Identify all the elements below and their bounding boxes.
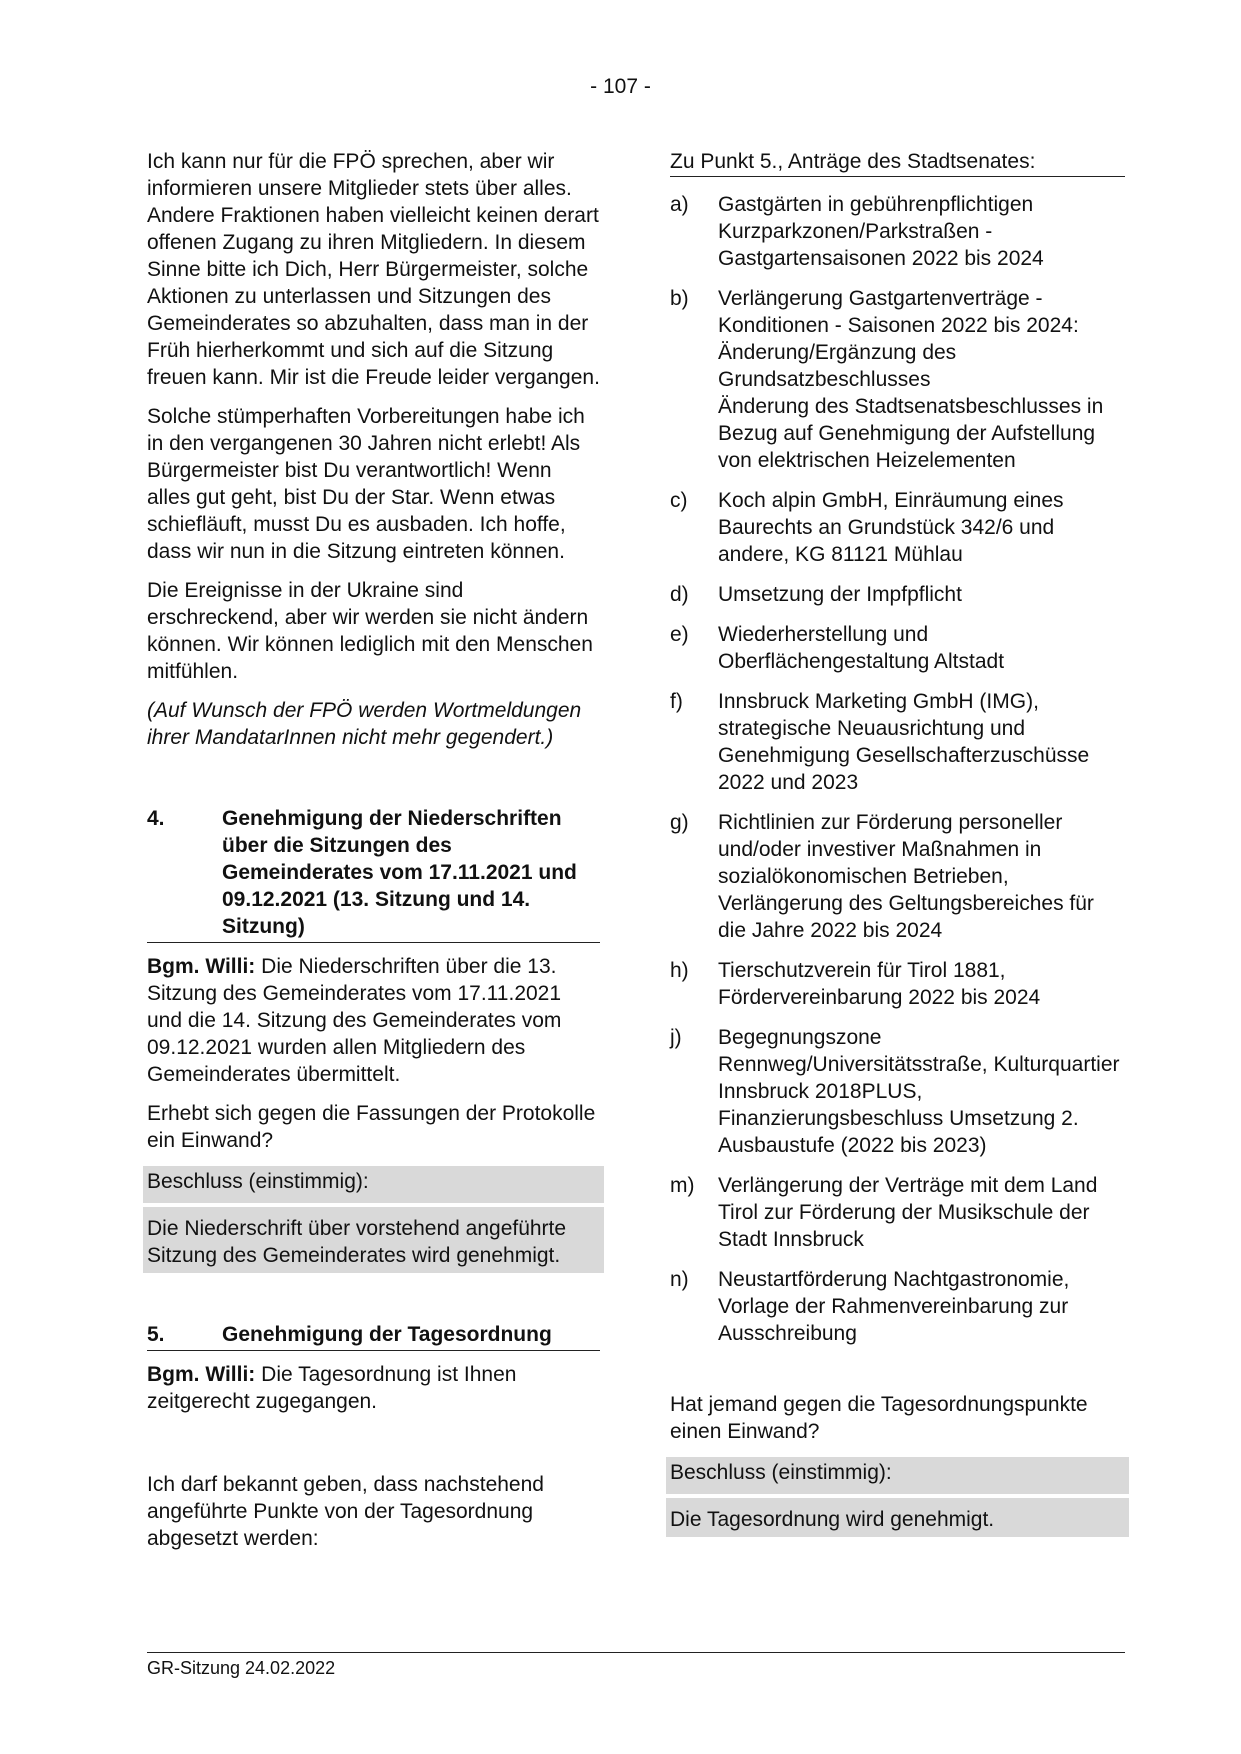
paragraph: Ich kann nur für die FPÖ sprechen, aber wir informieren unsere Mitglieder stets über alles. Andere Fraktionen haben vielleicht keinen derart offenen Zugang zu ihren Mitgliedern. In diesem Sinne bitte ich Dich, Herr Bürgermeister, solche Aktionen zu unterlassen und Sitzungen des Gemeinderates so abzuhalten, dass man in der Früh hierherkommt und sich auf die Sitzung freuen kann. Mir ist die Freude leider vergangen.: [147, 150, 600, 389]
list-item: [670, 487, 1125, 568]
item-text: Gastgärten in gebührenpflichtigen Kurzparkzonen/Parkstraßen - Gastgartensaisonen 2022 bis 2024: [718, 193, 1044, 270]
speaker-name: Bgm. Willi:: [147, 955, 256, 978]
page-number: - 107 -: [590, 75, 651, 98]
list-item: [670, 957, 1125, 1011]
item-text: Tierschutzverein für Tirol 1881, Fördervereinbarung 2022 bis 2024: [718, 959, 1041, 1009]
list-item: [670, 1266, 1125, 1347]
speech-text: Die Niederschriften über die 13. Sitzung des Gemeinderates vom 17.11.2021 und die 14. Sitzung des Gemeinderates vom 09.12.2021 wurden allen Mitgliedern des Gemeinderates übermittelt.: [147, 955, 562, 1086]
decision-label: Beschluss (einstimmig):: [666, 1459, 1129, 1498]
section-4-heading: [147, 805, 600, 943]
item-letter: d): [670, 583, 689, 606]
item-text: Wiederherstellung und Oberflächengestaltung Altstadt: [718, 623, 1005, 673]
item-letter: h): [670, 959, 689, 982]
section-number: 5.: [147, 1323, 165, 1346]
item-letter: m): [670, 1174, 695, 1197]
item-text: Umsetzung der Impfpflicht: [718, 583, 962, 606]
item-letter: b): [670, 287, 689, 310]
question: Erhebt sich gegen die Fassungen der Protokolle ein Einwand?: [147, 1102, 596, 1152]
decision-box: [143, 1166, 604, 1273]
list-item: [670, 191, 1125, 272]
decision-box: [666, 1457, 1129, 1537]
footer: GR-Sitzung 24.02.2022: [147, 1652, 1125, 1679]
item-text: Begegnungszone Rennweg/Universitätsstraße, Kulturquartier Innsbruck 2018PLUS, Finanzierungsbeschluss Umsetzung 2. Ausbaustufe (2022 bis 2023): [718, 1026, 1120, 1157]
right-column: [670, 148, 1125, 1537]
item-text: Richtlinien zur Förderung personeller und/oder investiver Maßnahmen in sozialökonomischen Betrieben, Verlängerung des Geltungsbereiches für die Jahre 2022 bis 2024: [718, 811, 1094, 942]
decision-label: Beschluss (einstimmig):: [143, 1168, 604, 1207]
decision-text: Die Tagesordnung wird genehmigt.: [670, 1508, 995, 1531]
item-text: [718, 285, 1125, 474]
item-letter: g): [670, 811, 689, 834]
speaker-name: Bgm. Willi:: [147, 1363, 256, 1386]
left-column: [147, 148, 600, 1564]
item-letter: e): [670, 623, 689, 646]
list-item: [670, 809, 1125, 944]
list-item: [670, 621, 1125, 675]
item-text-line: Änderung des Stadtsenatsbeschlusses in Bezug auf Genehmigung der Aufstellung von elektrischen Heizelementen: [718, 395, 1104, 472]
agenda-section-title: Zu Punkt 5., Anträge des Stadtsenates:: [670, 148, 1125, 177]
item-text: Koch alpin GmbH, Einräumung eines Baurechts an Grundstück 342/6 und andere, KG 81121 Mühlau: [718, 489, 1064, 566]
item-letter: c): [670, 489, 688, 512]
list-item: [670, 688, 1125, 796]
list-item: [670, 1172, 1125, 1253]
paragraph: Die Ereignisse in der Ukraine sind erschreckend, aber wir werden sie nicht ändern können. Wir können lediglich mit den Menschen mitfühlen.: [147, 579, 593, 683]
item-text: Neustartförderung Nachtgastronomie, Vorlage der Rahmenvereinbarung zur Ausschreibung: [718, 1268, 1070, 1345]
section-title: Genehmigung der Tagesordnung: [222, 1323, 552, 1346]
speech-text: Die Tagesordnung ist Ihnen zeitgerecht zugegangen.: [147, 1363, 517, 1413]
list-item: [670, 285, 1125, 474]
agenda-list: [670, 191, 1125, 1347]
speech: [147, 1361, 600, 1415]
item-text-line: Verlängerung Gastgartenverträge - Konditionen - Saisonen 2022 bis 2024: Änderung/Ergänzung des Grundsatzbeschlusses: [718, 287, 1079, 391]
list-item: [670, 581, 1125, 608]
item-text: Innsbruck Marketing GmbH (IMG), strategische Neuausrichtung und Genehmigung Gesellschafterzuschüsse 2022 und 2023: [718, 690, 1090, 794]
list-item: [670, 1024, 1125, 1159]
announcement: Ich darf bekannt geben, dass nachstehend angeführte Punkte von der Tagesordnung abgesetzt werden:: [147, 1473, 544, 1550]
speech: [147, 953, 600, 1088]
item-letter: a): [670, 193, 689, 216]
item-letter: f): [670, 690, 683, 713]
section-number: 4.: [147, 807, 165, 830]
item-text: Verlängerung der Verträge mit dem Land Tirol zur Förderung der Musikschule der Stadt Innsbruck: [718, 1174, 1098, 1251]
question: Hat jemand gegen die Tagesordnungspunkte einen Einwand?: [670, 1393, 1088, 1443]
item-letter: j): [670, 1026, 682, 1049]
section-title: Genehmigung der Niederschriften über die Sitzungen des Gemeinderates vom 17.11.2021 und 09.12.2021 (13. Sitzung und 14. Sitzung): [222, 807, 577, 938]
item-letter: n): [670, 1268, 689, 1291]
section-5-heading: [147, 1321, 600, 1351]
decision-text: Die Niederschrift über vorstehend angeführte Sitzung des Gemeinderates wird genehmigt.: [147, 1217, 567, 1267]
italic-note: (Auf Wunsch der FPÖ werden Wortmeldungen ihrer MandatarInnen nicht mehr gegendert.): [147, 699, 582, 749]
paragraph: Solche stümperhaften Vorbereitungen habe ich in den vergangenen 30 Jahren nicht erlebt! Als Bürgermeister bist Du verantwortlich! Wenn alles gut geht, bist Du der Star. Wenn etwas schiefläuft, musst Du es ausbaden. Ich hoffe, dass wir nun in die Sitzung eintreten können.: [147, 405, 585, 563]
